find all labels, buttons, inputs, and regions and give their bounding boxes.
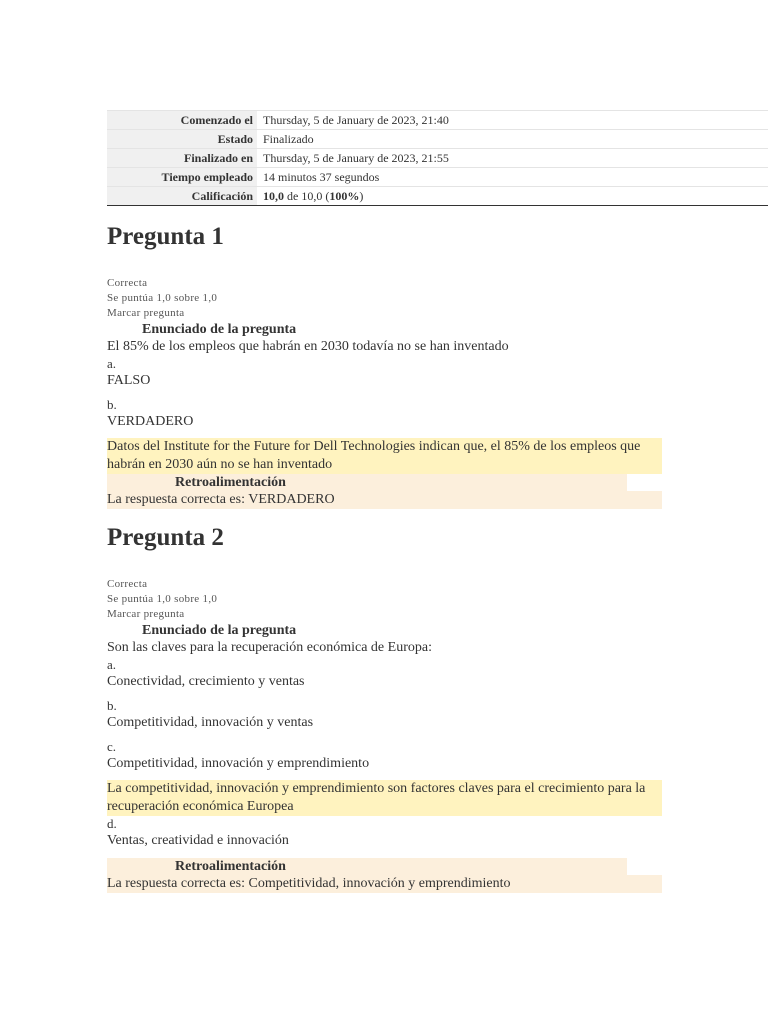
option-letter: d. bbox=[107, 816, 117, 831]
feedback-heading: Retroalimentación bbox=[107, 858, 627, 875]
correct-answer-highlight: La competitividad, innovación y emprendimiento son factores claves para el crecimiento para la recuperación económica Europea bbox=[107, 780, 662, 816]
summary-label: Tiempo empleado bbox=[107, 168, 257, 187]
summary-label: Comenzado el bbox=[107, 111, 257, 130]
summary-label: Finalizado en bbox=[107, 149, 257, 168]
feedback-heading: Retroalimentación bbox=[107, 474, 627, 491]
summary-label: Calificación bbox=[107, 187, 257, 206]
option-letter: c. bbox=[107, 739, 117, 754]
summary-value: Thursday, 5 de January de 2023, 21:55 bbox=[257, 149, 768, 168]
question-title: Pregunta 2 bbox=[107, 524, 224, 551]
question-heading: Enunciado de la pregunta bbox=[142, 322, 297, 337]
question-score: Se puntúa 1,0 sobre 1,0 bbox=[107, 292, 218, 304]
flag-question-link[interactable]: Marcar pregunta bbox=[107, 608, 185, 620]
summary-value: 14 minutos 37 segundos bbox=[257, 168, 768, 187]
summary-row-state bbox=[107, 130, 768, 149]
quiz-review bbox=[107, 110, 662, 893]
attempt-summary-table bbox=[107, 110, 768, 206]
option-letter: a. bbox=[107, 657, 117, 672]
grade-score: 10,0 bbox=[263, 188, 284, 203]
summary-row-time bbox=[107, 168, 768, 187]
grade-close: ) bbox=[359, 188, 364, 203]
feedback-text: La respuesta correcta es: Competitividad, innovación y emprendimiento bbox=[107, 875, 662, 893]
flag-question-link[interactable]: Marcar pregunta bbox=[107, 307, 185, 319]
summary-value bbox=[257, 187, 768, 206]
option-text[interactable]: FALSO bbox=[107, 373, 151, 388]
correct-answer-highlight: Datos del Institute for the Future for Dell Technologies indican que, el 85% de los empleos que habrán en 2030 aún no se han inventado bbox=[107, 438, 662, 474]
summary-row-started bbox=[107, 111, 768, 130]
question-status: Correcta bbox=[107, 578, 148, 590]
option-text[interactable]: VERDADERO bbox=[107, 414, 194, 429]
option-letter: b. bbox=[107, 397, 117, 412]
grade-percent: 100% bbox=[329, 188, 360, 203]
summary-value: Finalizado bbox=[257, 130, 768, 149]
option-text[interactable]: Competitividad, innovación y emprendimiento bbox=[107, 756, 370, 771]
question-score: Se puntúa 1,0 sobre 1,0 bbox=[107, 593, 218, 605]
summary-label: Estado bbox=[107, 130, 257, 149]
question-1 bbox=[107, 220, 662, 509]
grade-of: de 10,0 ( bbox=[284, 188, 330, 203]
question-heading: Enunciado de la pregunta bbox=[142, 623, 297, 638]
question-text: Son las claves para la recuperación económica de Europa: bbox=[107, 640, 432, 655]
question-status: Correcta bbox=[107, 277, 148, 289]
option-text[interactable]: Ventas, creatividad e innovación bbox=[107, 833, 289, 848]
summary-value: Thursday, 5 de January de 2023, 21:40 bbox=[257, 111, 768, 130]
question-2 bbox=[107, 521, 662, 893]
question-text: El 85% de los empleos que habrán en 2030 todavía no se han inventado bbox=[107, 339, 509, 354]
feedback-text: La respuesta correcta es: VERDADERO bbox=[107, 491, 662, 509]
option-text[interactable]: Competitividad, innovación y ventas bbox=[107, 715, 314, 730]
question-title: Pregunta 1 bbox=[107, 223, 224, 250]
option-letter: a. bbox=[107, 356, 117, 371]
option-text[interactable]: Conectividad, crecimiento y ventas bbox=[107, 674, 305, 689]
summary-row-finished bbox=[107, 149, 768, 168]
option-letter: b. bbox=[107, 698, 117, 713]
summary-row-grade bbox=[107, 187, 768, 206]
